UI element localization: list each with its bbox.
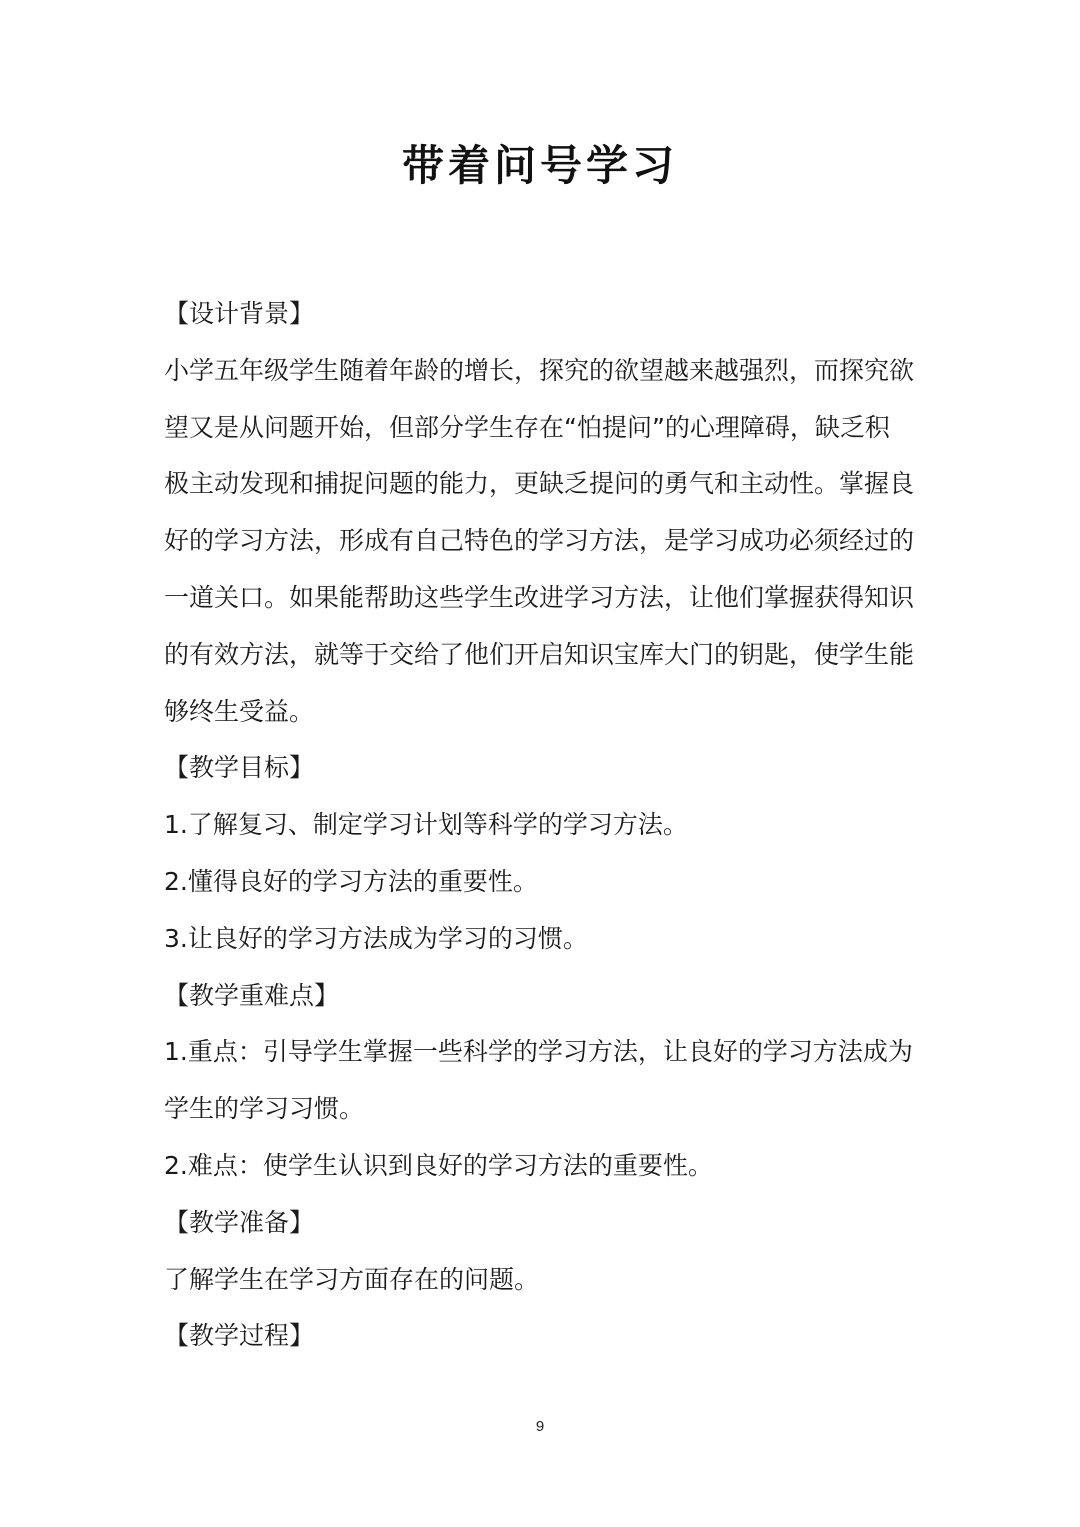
section-heading-teaching-goals: 【教学目标】 bbox=[164, 753, 315, 783]
paragraph-line: 小学五年级学生随着年龄的增长，探究的欲望越来越强烈，而探究欲 bbox=[164, 355, 915, 385]
paragraph-line: 一道关口。如果能帮助这些学生改进学习方法，让他们掌握获得知识 bbox=[164, 582, 915, 612]
paragraph-line: 的有效方法，就等于交给了他们开启知识宝库大门的钥匙，使学生能 bbox=[164, 639, 915, 669]
paragraph-line: 望又是从问题开始，但部分学生存在“怕提问”的心理障碍，缺乏积 bbox=[164, 412, 890, 442]
list-item-continuation: 学生的学习习惯。 bbox=[164, 1094, 365, 1124]
section-heading-teaching-process: 【教学过程】 bbox=[164, 1321, 315, 1351]
list-item: 2.懂得良好的学习方法的重要性。 bbox=[164, 866, 538, 896]
section-heading-key-difficulties: 【教学重难点】 bbox=[164, 980, 340, 1010]
page-number: 9 bbox=[535, 1418, 545, 1435]
section-heading-preparation: 【教学准备】 bbox=[164, 1207, 315, 1237]
document-body bbox=[164, 286, 924, 1365]
paragraph-line: 了解学生在学习方面存在的问题。 bbox=[164, 1264, 540, 1294]
paragraph-line: 够终生受益。 bbox=[164, 696, 315, 726]
paragraph-line: 好的学习方法，形成有自己特色的学习方法，是学习成功必须经过的 bbox=[164, 526, 915, 556]
list-item: 1.重点：引导学生掌握一些科学的学习方法，让良好的学习方法成为 bbox=[164, 1037, 913, 1067]
paragraph-line: 极主动发现和捕捉问题的能力，更缺乏提问的勇气和主动性。掌握良 bbox=[164, 469, 915, 499]
list-item: 3.让良好的学习方法成为学习的习惯。 bbox=[164, 923, 588, 953]
list-item: 1.了解复习、制定学习计划等科学的学习方法。 bbox=[164, 810, 688, 840]
document-title: 带着问号学习 bbox=[401, 141, 678, 190]
list-item: 2.难点：使学生认识到良好的学习方法的重要性。 bbox=[164, 1150, 713, 1180]
section-heading-design-background: 【设计背景】 bbox=[164, 299, 315, 328]
